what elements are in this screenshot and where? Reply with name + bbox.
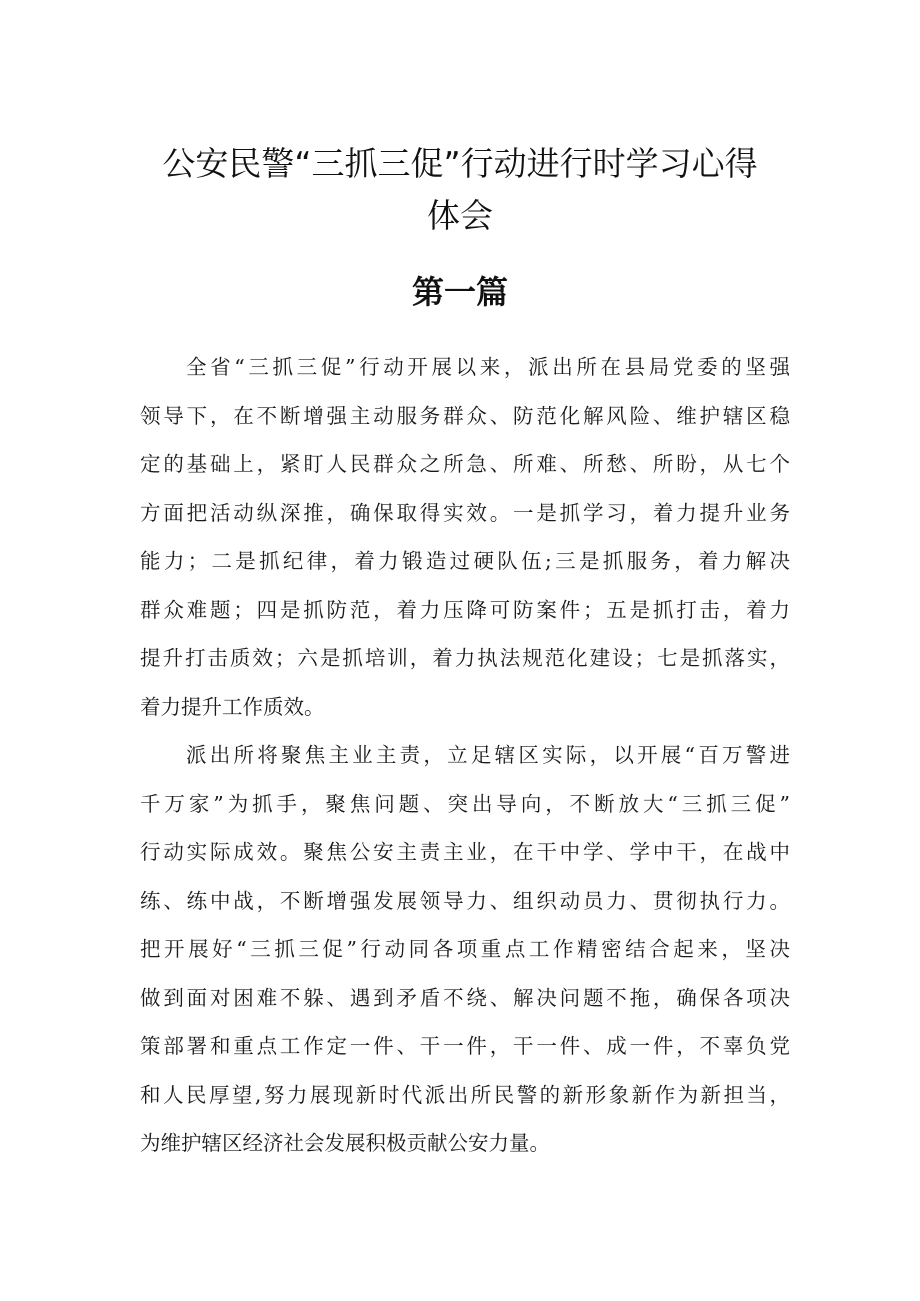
paragraph-line: 派出所将聚焦主业主责，立足辖区实际，以开展“百万警进 <box>186 743 790 767</box>
paragraph-1 <box>140 343 790 731</box>
paragraph-line: 着力提升工作质效。 <box>140 694 325 719</box>
paragraph-2 <box>140 731 790 1168</box>
paragraph-line: 做到面对困难不躲、遇到矛盾不绕、解决问题不拖，确保各项决 <box>140 985 790 1010</box>
paragraph-line: 领导下，在不断增强主动服务群众、防范化解风险、维护辖区稳 <box>140 403 790 428</box>
document-title-line-1: 公安民警“三抓三促”行动进行时学习心得 <box>162 144 758 183</box>
paragraph-line: 和人民厚望,努力展现新时代派出所民警的新形象新作为新担当， <box>140 1082 790 1107</box>
paragraph-line: 定的基础上，紧盯人民群众之所急、所难、所愁、所盼，从七个 <box>140 452 790 476</box>
document-title-line-2: 体会 <box>427 196 493 235</box>
paragraph-line: 把开展好“三抓三促”行动同各项重点工作精密结合起来，坚决 <box>140 937 790 961</box>
section-heading: 第一篇 <box>411 273 508 311</box>
paragraph-line: 能力；二是抓纪律，着力锻造过硬队伍;三是抓服务，着力解决 <box>140 549 790 573</box>
paragraph-line: 千万家”为抓手，聚焦问题、突出导向，不断放大“三抓三促” <box>140 791 790 816</box>
paragraph-line: 全省“三抓三促”行动开展以来，派出所在县局党委的坚强 <box>186 355 790 379</box>
paragraph-line: 为维护辖区经济社会发展积极贡献公安力量。 <box>140 1131 550 1155</box>
paragraph-line: 方面把活动纵深推，确保取得实效。一是抓学习，着力提升业务 <box>140 500 790 525</box>
paragraph-line: 群众难题；四是抓防范，着力压降可防案件；五是抓打击，着力 <box>140 597 790 622</box>
paragraph-line: 练、练中战，不断增强发展领导力、组织动员力、贯彻执行力。 <box>140 888 790 913</box>
paragraph-line: 行动实际成效。聚焦公安主责主业，在干中学、学中干，在战中 <box>140 840 790 864</box>
paragraph-line: 策部署和重点工作定一件、干一件，干一件、成一件，不辜负党 <box>140 1034 790 1058</box>
paragraph-line: 提升打击质效；六是抓培训，着力执法规范化建设；七是抓落实， <box>140 646 790 670</box>
